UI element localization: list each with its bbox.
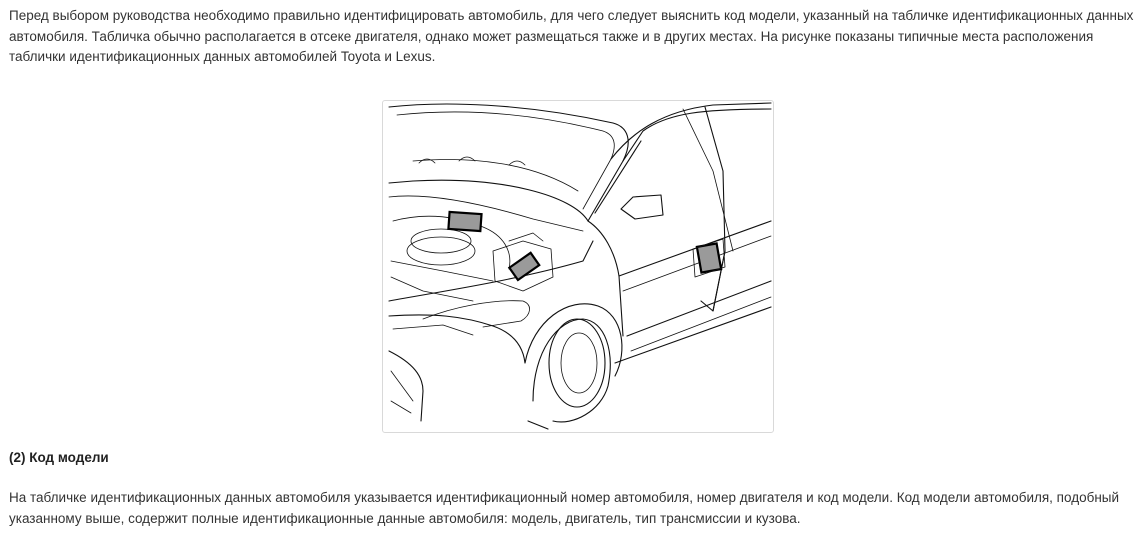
section-paragraph: На табличке идентификационных данных автомобиля указывается идентификационный номер автомобиля, номер двигателя и код модели. Код модели автомобиля, подобный указанному выше, содержит полные идентификационные данные автомобиля: модель, двигатель, тип трансмиссии и кузова. xyxy=(9,490,1120,526)
car-line-drawing xyxy=(383,101,773,432)
id-plate-engine-bay xyxy=(448,212,481,231)
intro-paragraph: Перед выбором руководства необходимо правильно идентифицировать автомобиль, для чего следует выяснить код модели, указанный на табличке идентификационных данных автомобиля. Табличка обычно располагается в отсеке двигателя, однако может размещаться также и в других местах. На рисунке показаны типичные места расположения таблички идентификационных данных автомобилей Toyota и Lexus. xyxy=(9,8,1134,64)
id-plate-door-pillar xyxy=(697,243,721,272)
id-plate-strut-tower xyxy=(509,253,539,280)
section-heading: (2) Код модели xyxy=(9,450,109,465)
vehicle-id-plate-illustration xyxy=(382,100,774,433)
